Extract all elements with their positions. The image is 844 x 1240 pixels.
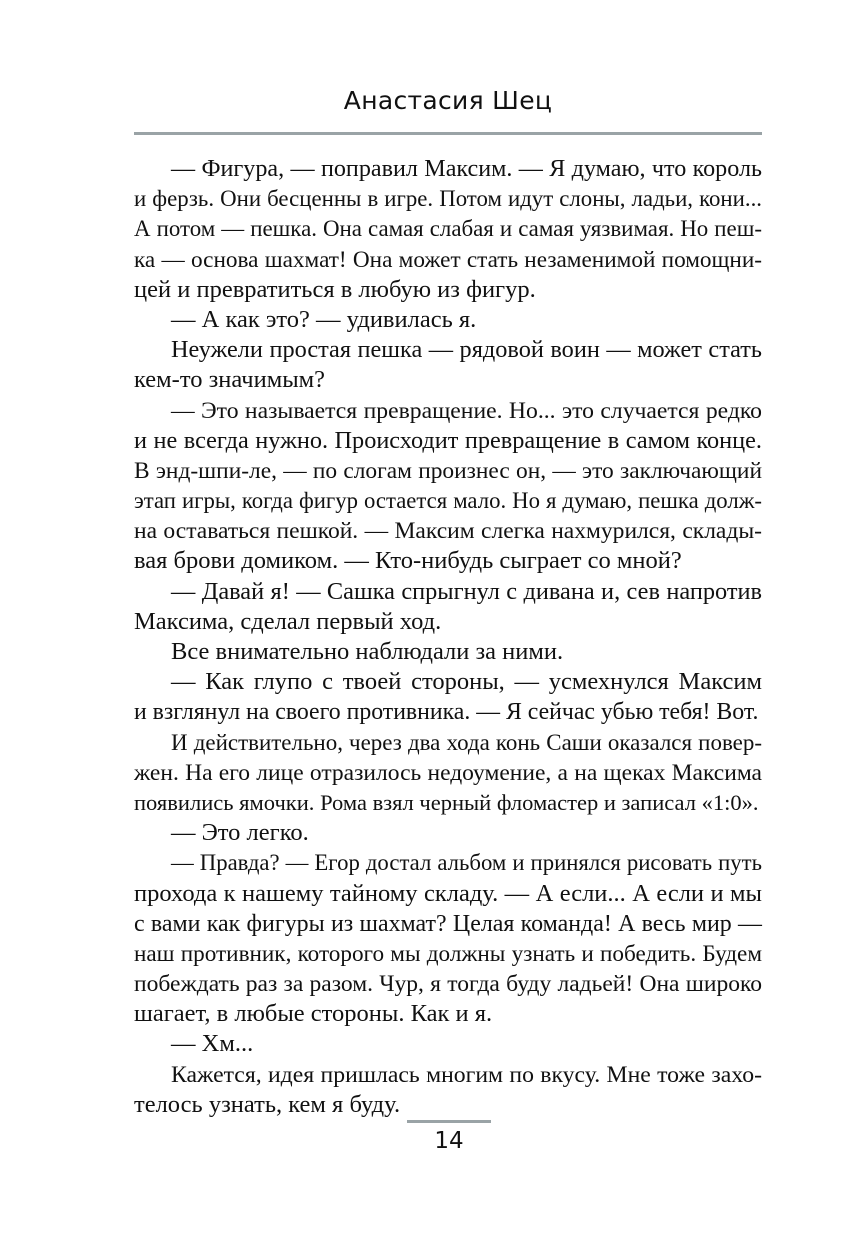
text-line: А потом — пешка. Она самая слабая и самая уязвимая. Но пеш- [134,216,762,242]
text-line: телось узнать, кем я буду. [134,1090,401,1118]
text-line: — Хм... [171,1030,254,1058]
text-line: И действительно, через два хода конь Саши оказался повер- [171,729,762,755]
text-line: жен. На его лице отразилось недоумение, а на щеках Максима [134,759,762,786]
footer-divider [407,1120,491,1123]
text-line: ка — основа шахмат! Она может стать незаменимой помощни- [134,246,762,273]
text-line: Все внимательно наблюдали за ними. [171,638,564,665]
text-line: — Как глупо с твоей стороны, — усмехнулся Максим [171,668,762,696]
text-line: В энд-шпи-ле, — по слогам произнес он, — это заключающий [134,457,762,484]
text-line: — Фигура, — поправил Максим. — Я думаю, что король [171,156,762,182]
text-line: — А как это? — удивилась я. [171,305,477,333]
text-line: — Это называется превращение. Но... это случается редко [171,397,762,424]
header-divider [134,132,762,135]
text-line: Неужели простая пешка — рядовой воин — может стать [171,336,762,364]
text-line: — Это легко. [171,819,309,847]
text-line: на оставаться пешкой. — Максим слегка нахмурился, склады- [134,518,762,545]
text-line: прохода к нашему тайному складу. — А если... А если и мы [134,879,762,907]
text-line: Кажется, идея пришлась многим по вкусу. Мне тоже захо- [171,1061,762,1088]
text-line: и ферзь. Они бесценны в игре. Потом идут слоны, ладьи, кони... [134,186,762,212]
text-line: шагает, в любые стороны. Как и я. [134,1000,493,1028]
running-header-author: Анастасия Шец [343,86,553,115]
text-line: и взглянул на своего противника. — Я сейчас убью тебя! Вот. [134,699,759,726]
text-line: этап игры, когда фигур остается мало. Но я думаю, пешка долж- [134,488,762,514]
text-line: — Правда? — Егор достал альбом и принялся рисовать путь [171,850,762,876]
text-line: наш противник, которого мы должны узнать и победить. Будем [134,940,762,967]
text-line: кем-то значимым? [134,366,326,394]
text-line: Максима, сделал первый ход. [134,607,442,635]
text-line: появились ямочки. Рома взял черный фломастер и записал «1:0». [134,789,759,815]
text-line: вая брови домиком. — Кто-нибудь сыграет со мной? [134,547,682,575]
page-number: 14 [434,1128,464,1154]
text-line: и не всегда нужно. Происходит превращение в самом конце. [134,426,762,454]
text-line: с вами как фигуры из шахмат? Целая команда! А весь мир — [134,910,762,937]
text-line: цей и превратиться в любую из фигур. [134,275,536,303]
body-text [134,154,762,1120]
text-line: побеждать раз за разом. Чур, я тогда буду ладьей! Она широко [134,971,762,998]
text-line: — Давай я! — Сашка спрыгнул с дивана и, сев напротив [171,577,762,605]
